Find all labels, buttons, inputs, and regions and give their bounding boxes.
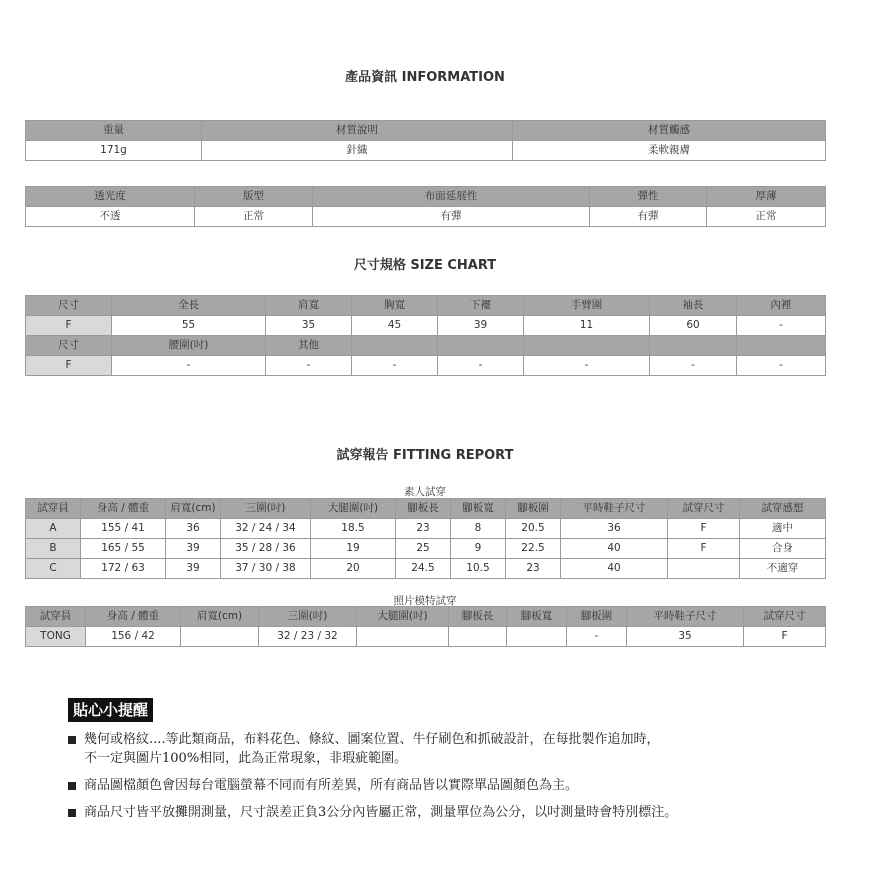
size-header: 下襬 (438, 296, 524, 316)
table-row (26, 559, 826, 579)
info2-cell: 有彈 (313, 207, 590, 227)
fitting-cell: 9 (451, 539, 506, 559)
size-cell: - (438, 356, 524, 376)
size-header: 肩寬 (266, 296, 352, 316)
fitting-cell: 155 / 41 (81, 519, 166, 539)
amateur-header: 身高 / 體重 (81, 499, 166, 519)
fitting-cell (668, 559, 740, 579)
size-cell: 55 (112, 316, 266, 336)
model-header: 平時鞋子尺寸 (627, 607, 744, 627)
model-cell: 156 / 42 (86, 627, 181, 647)
fitting-cell: 23 (506, 559, 561, 579)
info2-cell: 不透 (26, 207, 195, 227)
size-header (438, 336, 524, 356)
size-cell: 11 (524, 316, 650, 336)
size-cell: - (650, 356, 737, 376)
model-header: 身高 / 體重 (86, 607, 181, 627)
fitting-report-title: 試穿報告 FITTING REPORT (336, 448, 514, 463)
size-header: 內裡 (737, 296, 826, 316)
amateur-caption: 素人試穿 (404, 486, 446, 498)
fitting-cell: 35 / 28 / 36 (221, 539, 311, 559)
fitting-cell: 39 (166, 539, 221, 559)
fitting-cell: 23 (396, 519, 451, 539)
info2-cell: 正常 (195, 207, 313, 227)
model-header: 試穿員 (26, 607, 86, 627)
size-header: 尺寸 (26, 336, 112, 356)
info2-cell: 正常 (707, 207, 826, 227)
fitting-cell: 合身 (740, 539, 826, 559)
size-cell: - (266, 356, 352, 376)
fitting-cell: 25 (396, 539, 451, 559)
size-label: F (26, 316, 112, 336)
info2-header: 厚薄 (707, 187, 826, 207)
model-caption: 照片模特試穿 (393, 595, 457, 607)
info1-header: 材質說明 (202, 121, 513, 141)
square-bullet-icon (68, 736, 76, 744)
size-cell: 35 (266, 316, 352, 336)
size-label: F (26, 356, 112, 376)
size-header: 袖長 (650, 296, 737, 316)
notice-text: 商品圖檔顏色會因每台電腦螢幕不同而有所差異，所有商品皆以實際單品圖顏色為主。 (84, 778, 579, 793)
notice-text: 幾何或格紋....等此類商品，布料花色、條紋、圖案位置、牛仔刷色和抓破設計，在每批製作追加時， 不一定與圖片100%相同，此為正常現象，非瑕疵範圍。 (84, 732, 660, 766)
table-row (26, 627, 826, 647)
info2-header: 布面延展性 (313, 187, 590, 207)
model-fitting-table (25, 606, 826, 647)
notice-text: 商品尺寸皆平放攤開測量，尺寸誤差正負3公分內皆屬正常，測量單位為公分，以吋測量時會特別標注。 (84, 805, 678, 820)
info2-cell: 有彈 (590, 207, 707, 227)
amateur-header: 肩寬(cm) (166, 499, 221, 519)
amateur-header: 腳板長 (396, 499, 451, 519)
model-cell (507, 627, 567, 647)
amateur-header: 試穿員 (26, 499, 81, 519)
fitting-cell: 20.5 (506, 519, 561, 539)
size-chart-table (25, 295, 826, 376)
size-header (524, 336, 650, 356)
fitting-cell: 適中 (740, 519, 826, 539)
fitting-cell: 24.5 (396, 559, 451, 579)
fitting-cell: 19 (311, 539, 396, 559)
model-cell: 35 (627, 627, 744, 647)
info1-cell: 針織 (202, 141, 513, 161)
info2-header: 彈性 (590, 187, 707, 207)
fitting-cell: 22.5 (506, 539, 561, 559)
info1-cell: 171g (26, 141, 202, 161)
model-id: TONG (26, 627, 86, 647)
model-header: 三圍(吋) (259, 607, 357, 627)
fitting-cell: F (668, 519, 740, 539)
fitting-cell: 32 / 24 / 34 (221, 519, 311, 539)
model-header: 腳板寬 (507, 607, 567, 627)
fitting-cell: 37 / 30 / 38 (221, 559, 311, 579)
fitting-cell: F (668, 539, 740, 559)
size-header: 胸寬 (352, 296, 438, 316)
size-header: 全長 (112, 296, 266, 316)
amateur-header: 腳板寬 (451, 499, 506, 519)
size-cell: - (524, 356, 650, 376)
fitting-cell: 40 (561, 559, 668, 579)
size-header: 腰圍(吋) (112, 336, 266, 356)
size-cell: - (737, 356, 826, 376)
model-header: 肩寬(cm) (181, 607, 259, 627)
fitting-cell: 39 (166, 559, 221, 579)
info-table-1 (25, 120, 826, 161)
model-cell (357, 627, 449, 647)
notice-item (68, 803, 848, 822)
model-cell (181, 627, 259, 647)
info2-header: 版型 (195, 187, 313, 207)
size-header (352, 336, 438, 356)
square-bullet-icon (68, 809, 76, 817)
info-title: 產品資訊 INFORMATION (345, 70, 505, 85)
tester-id: A (26, 519, 81, 539)
fitting-cell: 165 / 55 (81, 539, 166, 559)
table-row (26, 519, 826, 539)
size-cell: 39 (438, 316, 524, 336)
size-header: 尺寸 (26, 296, 112, 316)
model-header: 腳板長 (449, 607, 507, 627)
model-header: 試穿尺寸 (744, 607, 826, 627)
info1-cell: 柔軟親膚 (513, 141, 826, 161)
notice-list (68, 730, 848, 830)
size-header: 其他 (266, 336, 352, 356)
amateur-header: 試穿尺寸 (668, 499, 740, 519)
info1-header: 材質觸感 (513, 121, 826, 141)
table-row (26, 539, 826, 559)
size-header (737, 336, 826, 356)
size-cell: - (112, 356, 266, 376)
notice-item (68, 776, 848, 795)
amateur-header: 三圍(吋) (221, 499, 311, 519)
fitting-cell: 36 (561, 519, 668, 539)
model-cell: F (744, 627, 826, 647)
amateur-header: 腳板圍 (506, 499, 561, 519)
info2-header: 透光度 (26, 187, 195, 207)
amateur-fitting-table (25, 498, 826, 579)
info-table-2 (25, 186, 826, 227)
notice-item (68, 730, 848, 768)
model-cell (449, 627, 507, 647)
fitting-cell: 8 (451, 519, 506, 539)
model-cell: - (567, 627, 627, 647)
info1-header: 重量 (26, 121, 202, 141)
model-cell: 32 / 23 / 32 (259, 627, 357, 647)
model-header: 腳板圍 (567, 607, 627, 627)
fitting-cell: 40 (561, 539, 668, 559)
model-header: 大腿圍(吋) (357, 607, 449, 627)
square-bullet-icon (68, 782, 76, 790)
amateur-header: 大腿圍(吋) (311, 499, 396, 519)
amateur-header: 平時鞋子尺寸 (561, 499, 668, 519)
fitting-cell: 36 (166, 519, 221, 539)
notice-label: 貼心小提醒 (68, 698, 153, 722)
amateur-header: 試穿感想 (740, 499, 826, 519)
tester-id: C (26, 559, 81, 579)
size-cell: - (737, 316, 826, 336)
tester-id: B (26, 539, 81, 559)
fitting-cell: 20 (311, 559, 396, 579)
fitting-cell: 不適穿 (740, 559, 826, 579)
fitting-cell: 10.5 (451, 559, 506, 579)
fitting-cell: 18.5 (311, 519, 396, 539)
size-cell: 45 (352, 316, 438, 336)
fitting-cell: 172 / 63 (81, 559, 166, 579)
size-cell: - (352, 356, 438, 376)
size-header (650, 336, 737, 356)
size-chart-title: 尺寸規格 SIZE CHART (353, 258, 497, 273)
size-cell: 60 (650, 316, 737, 336)
size-header: 手臂圍 (524, 296, 650, 316)
